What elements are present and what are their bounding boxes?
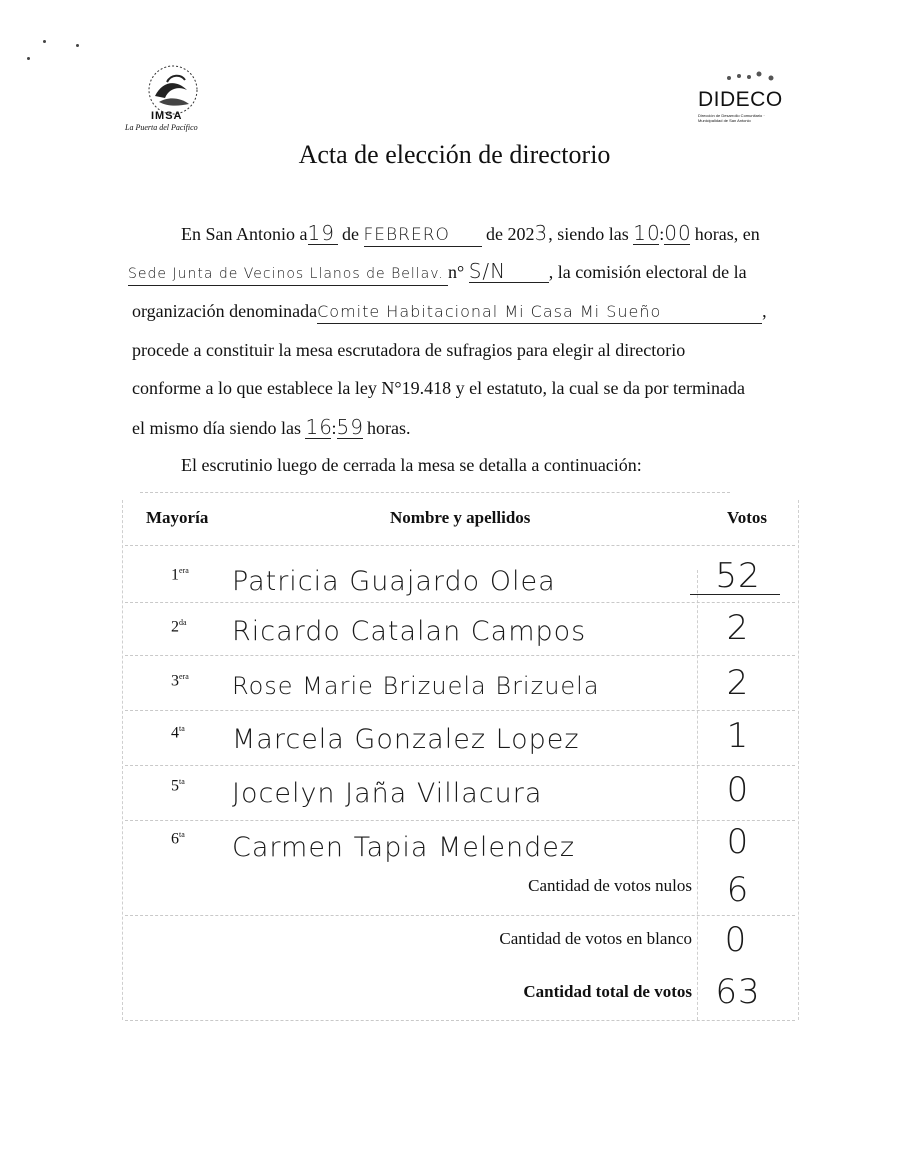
dideco-logo [695, 68, 795, 128]
row-3-votes: 2 [726, 663, 750, 703]
total-votes-label: Cantidad total de votos [523, 982, 692, 1001]
scan-speck [27, 57, 30, 60]
table-guide [140, 492, 730, 493]
paragraph-line-2: Sede Junta de Vecinos Llanos de Bellav. n° S/N , la comisión electoral de la [128, 260, 747, 286]
table-guide [125, 1020, 795, 1021]
row-2-name: Ricardo Catalan Campos [232, 616, 587, 647]
handwritten-year-digit: 3 [534, 221, 549, 245]
row-6-votes: 0 [726, 822, 750, 862]
imsa-tagline: La Puerta del Pacífico [125, 123, 198, 132]
table-guide [125, 602, 795, 603]
row-4-votes: 1 [726, 716, 750, 756]
scan-speck [76, 44, 79, 47]
row-1-vote-underline [690, 594, 780, 595]
header-name: Nombre y apellidos [390, 508, 531, 527]
page-title: Acta de elección de directorio [298, 140, 611, 169]
dideco-logo-text: DIDECO [698, 88, 783, 111]
dideco-figures-icon [723, 68, 783, 84]
table-guide [125, 655, 795, 656]
handwritten-start-min: 00 [664, 221, 692, 245]
row-2-votes: 2 [726, 608, 750, 648]
row-4-name: Marcela Gonzalez Lopez [232, 724, 580, 755]
imsa-logo [125, 60, 215, 135]
table-guide [697, 570, 698, 1020]
row-5-rank: $5^{ta}$ [171, 777, 185, 795]
table-guide [798, 500, 799, 1020]
null-votes-value: 6 [726, 870, 750, 910]
blank-votes-label: Cantidad de votos en blanco [499, 929, 692, 948]
row-2-rank: $2^{da}$ [171, 618, 187, 636]
row-1-votes: 52 [715, 556, 761, 596]
paragraph-line-1: En San Antonio a19 de FEBRERO de 2023, siendo las 10:00 horas, en [181, 221, 760, 245]
handwritten-end-hour: 16 [305, 415, 333, 439]
table-guide [125, 820, 795, 821]
scan-speck [43, 40, 46, 43]
row-3-name: Rose Marie Brizuela Brizuela [232, 672, 600, 700]
row-3-rank: $3^{era}$ [171, 672, 189, 690]
table-guide [125, 710, 795, 711]
table-guide [125, 545, 795, 546]
handwritten-end-min: 59 [336, 415, 364, 439]
table-guide [122, 500, 123, 1020]
handwritten-start-hour: 10 [633, 221, 661, 245]
row-5-name: Jocelyn Jaña Villacura [232, 778, 543, 809]
imsa-logo-text: IMSA [151, 110, 183, 122]
paragraph-line-4: procede a constituir la mesa escrutadora de sufragios para elegir al directorio [132, 340, 686, 360]
table-guide [125, 765, 795, 766]
paragraph-line-3: organización denominadaComite Habitacional Mi Casa Mi Sueño , [132, 300, 767, 324]
table-guide [125, 915, 795, 916]
dideco-tagline: Dirección de Desarrollo Comunitario · Municipalidad de San Antonio [698, 113, 765, 123]
paragraph-line-5: conforme a lo que establece la ley N°19.418 y el estatuto, la cual se da por terminada [132, 378, 745, 398]
paragraph-line-6: el mismo día siendo las 16:59 horas. [132, 415, 411, 439]
header-votes: Votos [727, 508, 767, 527]
handwritten-organization: Comite Habitacional Mi Casa Mi Sueño [317, 301, 762, 324]
row-5-votes: 0 [726, 770, 750, 810]
row-6-rank: $6^{ta}$ [171, 830, 185, 848]
header-rank: Mayoría [146, 508, 209, 527]
row-1-rank: $1^{era}$ [171, 566, 189, 584]
handwritten-number: S/N [469, 260, 549, 283]
row-1-name: Patricia Guajardo Olea [232, 566, 556, 597]
scrutiny-intro: El escrutinio luego de cerrada la mesa se detalla a continuación: [181, 455, 642, 475]
row-6-name: Carmen Tapia Melendez [232, 832, 576, 863]
handwritten-day: 19 [308, 222, 338, 245]
blank-votes-value: 0 [724, 920, 748, 960]
handwritten-place: Sede Junta de Vecinos Llanos de Bellav. [128, 263, 448, 286]
total-votes-value: 63 [715, 972, 761, 1012]
row-4-rank: $4^{ta}$ [171, 724, 185, 742]
null-votes-label: Cantidad de votos nulos [528, 876, 692, 895]
handwritten-month: FEBRERO [364, 224, 482, 247]
